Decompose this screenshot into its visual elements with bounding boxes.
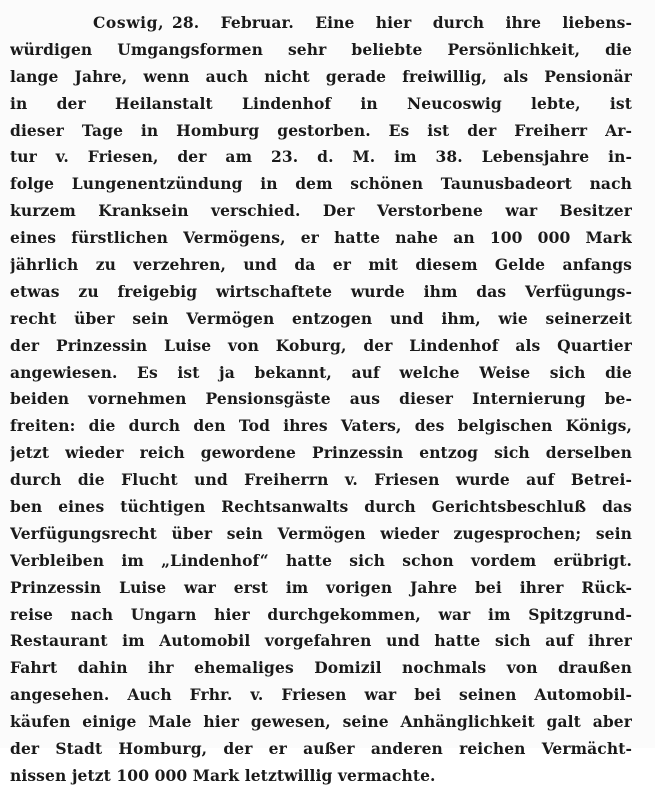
article-line: jetzt wieder reich gewordene Prinzessin entzog sich derselben [10, 443, 632, 463]
article-line: etwas zu freigebig wirtschaftete wurde ihm das Verfügungs- [10, 281, 632, 301]
article-line: jährlich zu verzehren, und da er mit diesem Gelde anfangs [10, 255, 632, 275]
article-line: in der Heilanstalt Lindenhof in Neucoswig lebte, ist [10, 93, 632, 113]
article-line: lange Jahre, wenn auch nicht gerade freiwillig, als Pensionär [10, 66, 632, 86]
article-line: ben eines tüchtigen Rechtsanwalts durch Gerichtsbeschluß das [10, 497, 632, 517]
article-line: freiten: die durch den Tod ihres Vaters, des belgischen Königs, [10, 416, 632, 436]
article-line: Verbleiben im „Lindenhof“ hatte sich schon vordem erübrigt. [10, 550, 632, 570]
article-line: der Prinzessin Luise von Koburg, der Lindenhof als Quartier [10, 335, 632, 355]
article-line: tur v. Friesen, der am 23. d. M. im 38. Lebensjahre in- [10, 147, 632, 167]
article-line: Verfügungsrecht über sein Vermögen wieder zugesprochen; sein [10, 523, 632, 543]
article-line-text: 28. Februar. Eine hier durch ihre liebens- [172, 13, 632, 32]
article-line: Restaurant im Automobil vorgefahren und hatte sich auf ihrer [10, 631, 632, 651]
article-line: Prinzessin Luise war erst im vorigen Jahre bei ihrer Rück- [10, 577, 632, 597]
article-line: der Stadt Homburg, der er außer anderen reichen Vermächt- [10, 739, 632, 759]
article-line: nissen jetzt 100 000 Mark letztwillig vermachte. [10, 765, 436, 785]
article-dateline-place: Coswig, [93, 13, 165, 32]
article-line: reise nach Ungarn hier durchgekommen, war im Spitzgrund- [10, 604, 632, 624]
article-line: würdigen Umgangsformen sehr beliebte Persönlichkeit, die [10, 39, 632, 59]
article-line: Fahrt dahin ihr ehemaliges Domizil nochmals von draußen [10, 658, 632, 678]
article-line: angewiesen. Es ist ja bekannt, auf welche Weise sich die [10, 362, 632, 382]
article-line: angesehen. Auch Frhr. v. Friesen war bei seinen Automobil- [10, 685, 632, 705]
article-line: folge Lungenentzündung in dem schönen Taunusbadeort nach [10, 174, 632, 194]
article-line: recht über sein Vermögen entzogen und ihm, wie seinerzeit [10, 308, 632, 328]
article-line [10, 10, 632, 37]
article-line: dieser Tage in Homburg gestorben. Es ist der Freiherr Ar- [10, 120, 632, 140]
article-line: eines fürstlichen Vermögens, er hatte nahe an 100 000 Mark [10, 228, 632, 248]
article-column [10, 10, 632, 790]
article-line: beiden vornehmen Pensionsgäste aus dieser Internierung be- [10, 389, 632, 409]
article-line: käufen einige Male hier gewesen, seine Anhänglichkeit galt aber [10, 712, 632, 732]
article-line: kurzem Kranksein verschied. Der Verstorbene war Besitzer [10, 201, 632, 221]
article-line: durch die Flucht und Freiherrn v. Friesen wurde auf Betrei- [10, 470, 632, 490]
